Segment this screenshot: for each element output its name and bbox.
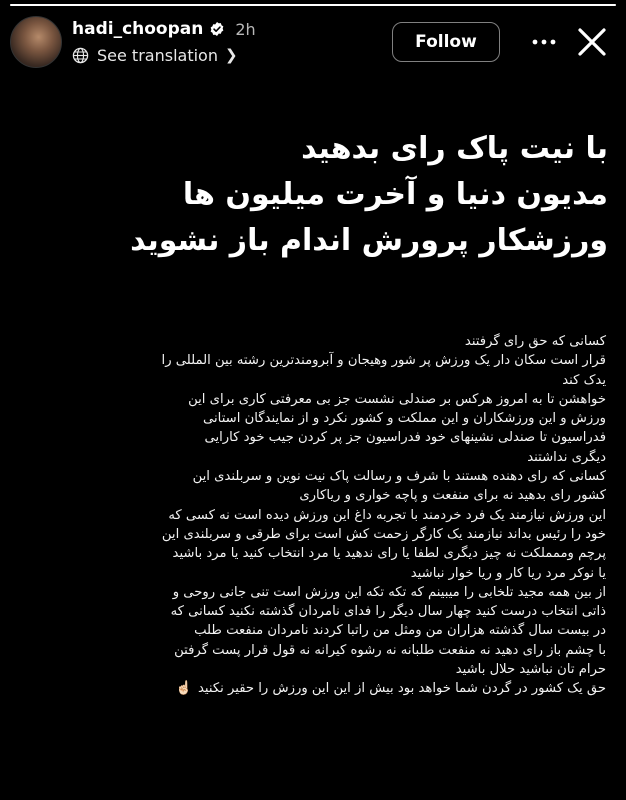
body-line: فدراسیون تا صندلی نشینهای خود فدراسیون جز پر کردن جیب خود کارایی [204,430,606,446]
body-line: ذاتی انتخاب درست کنید چهار سال دیگر را فدای نامردان گذشته نکنید کسانی که [170,604,606,620]
pointing-up-emoji: ☝🏻 [175,681,192,697]
body-line: با چشم باز رای دهید نه منفعت طلبانه نه رشوه کیرانه نه قول قرار پست گرفتن [174,642,606,658]
post-time: 2h [235,19,256,39]
body-line: خود را رئیس بداند نیازمند یک کارگر زحمت کش است برای طرقی و سربلندی این [161,526,606,542]
username-row [72,18,256,40]
headline-line: مدیون دنیا و آخرت میلیون ها [182,177,608,212]
body-line-last [44,679,606,698]
body-line: دیگری نداشتند [527,449,606,465]
body-line: ورزش و این ورزشکاران و این مملکت و کشور نکرد و از نمایندگان استانی [203,411,606,427]
body-line: خواهشن تا به امروز هرکس بر صندلی نشست جز بی معرفتی کاری برای این [188,391,606,407]
body-line: حرام تان نباشید حلال باشید [455,662,606,678]
story-headline [60,126,608,264]
close-icon[interactable] [574,24,610,60]
follow-button[interactable]: Follow [392,22,500,62]
headline-line: ورزشکار پرورش اندام باز نشوید [130,223,608,258]
chevron-right-icon: ❯ [224,46,238,64]
see-translation-link[interactable] [72,44,238,66]
verified-badge-icon [209,21,225,37]
story-content[interactable] [0,80,626,800]
body-line: پرچم وممملکت نه چیز دیگری لطفا یا رای ندهید یا مرد انتخاب کنید یا مرد باشید [172,546,606,562]
body-line: در بیست سال گذشته هزاران من ومثل من راتبا کردند نامردان منفعت طلب [194,623,606,639]
globe-icon [72,47,89,64]
body-line: این ورزش نیازمند یک فرد خردمند با تجربه داغ این ورزش دیده است نه کسی که [168,507,606,523]
body-line: یا نوکر مرد ریا کار و ریا خوار نباشید [410,565,606,581]
more-options-icon[interactable] [528,28,560,56]
body-line-text: حق یک کشور در گردن شما خواهد بود بیش از این این ورزش را حقیر نکنید [197,681,606,697]
username[interactable]: hadi_choopan [72,19,204,39]
body-line: کسانی که رای دهنده هستند با شرف و رسالت پاک نیت نوین و سربلندی این [192,469,606,485]
headline-line: با نیت پاک رای بدهید [301,131,608,166]
story-body-text [44,332,606,699]
body-line: قرار است سکان دار یک ورزش پر شور وهیجان و آبرومندترین رشته بین المللی را [161,353,606,369]
story-progress-fill [10,4,616,6]
story-progress-bar [10,4,616,6]
body-line: کسانی که حق رای گرفتند [464,334,606,349]
see-translation-label: See translation [97,45,218,65]
body-line: کشور رای بدهید نه برای منفعت و پاچه خواری و ریاکاری [299,488,606,504]
avatar[interactable] [10,16,62,68]
story-header [8,14,618,70]
body-line: از بین همه مجید تلخابی را میبینم که تکه تکه این ورزش است تنی جانی روحی و [172,584,606,600]
body-line: یدک کند [562,372,606,388]
